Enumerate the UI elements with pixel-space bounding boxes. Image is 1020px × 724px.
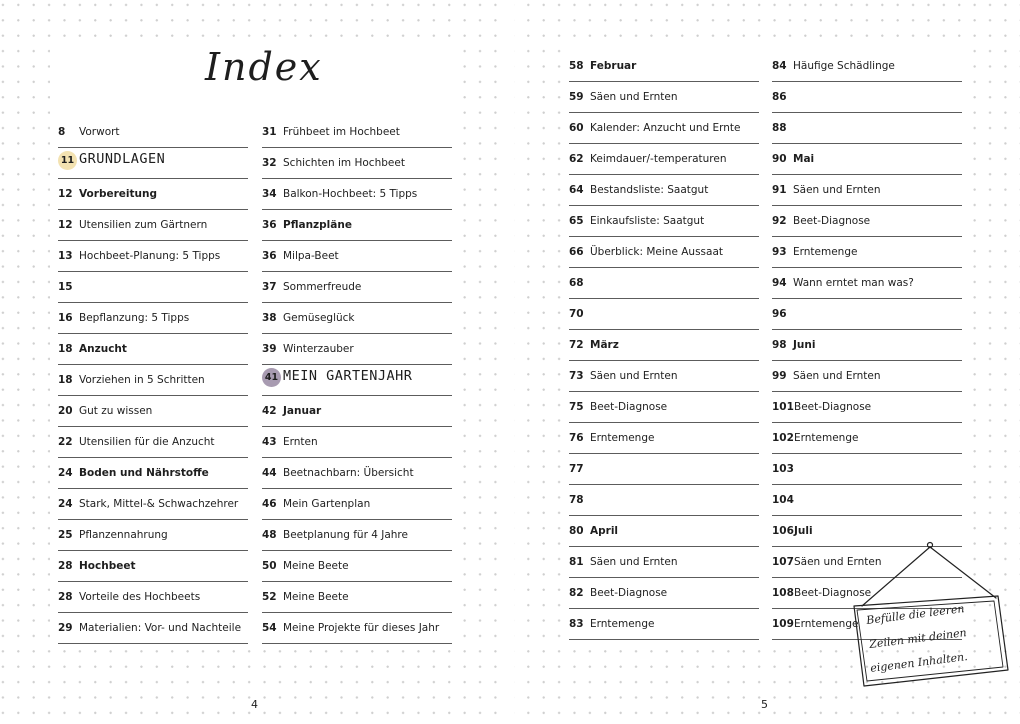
index-entry-text: Balkon-Hochbeet: 5 Tipps bbox=[283, 188, 418, 200]
index-entry bbox=[262, 550, 452, 582]
index-entry bbox=[58, 116, 248, 148]
index-entry-text: Meine Beete bbox=[283, 591, 349, 603]
index-entry bbox=[58, 333, 248, 365]
index-page-number: 73 bbox=[569, 370, 584, 382]
index-entry-text: Sommerfreude bbox=[283, 281, 362, 293]
index-page-number: 43 bbox=[262, 436, 277, 448]
index-entry-text: Beet-Diagnose bbox=[794, 401, 872, 413]
index-page-number: 84 bbox=[772, 60, 787, 72]
index-entry bbox=[772, 484, 962, 516]
index-entry bbox=[58, 147, 248, 179]
index-entry-text: Juli bbox=[794, 525, 813, 537]
index-entry bbox=[58, 426, 248, 458]
index-page-number: 44 bbox=[262, 467, 277, 479]
index-entry bbox=[58, 488, 248, 520]
index-entry-text: Überblick: Meine Aussaat bbox=[590, 246, 724, 258]
index-page-number: 75 bbox=[569, 401, 584, 413]
index-entry bbox=[569, 391, 759, 423]
index-entry bbox=[569, 298, 759, 330]
index-entry-text: Erntemenge bbox=[794, 618, 859, 630]
sign-text-line-3: eigenen Inhalten. bbox=[869, 650, 969, 675]
index-entry bbox=[58, 581, 248, 613]
index-page-number: 13 bbox=[58, 250, 73, 262]
index-entry bbox=[772, 391, 962, 423]
index-page-number: 36 bbox=[262, 219, 277, 231]
index-page-number: 60 bbox=[569, 122, 584, 134]
index-page-number: 42 bbox=[262, 405, 277, 417]
index-entry bbox=[569, 236, 759, 268]
index-page-number: 101 bbox=[772, 401, 794, 413]
index-page-number: 29 bbox=[58, 622, 73, 634]
index-page-number: 38 bbox=[262, 312, 277, 324]
index-page-number: 58 bbox=[569, 60, 584, 72]
index-entry-text: Beet-Diagnose bbox=[590, 587, 668, 599]
index-page-number: 83 bbox=[569, 618, 584, 630]
index-page-number: 50 bbox=[262, 560, 277, 572]
index-page-number: 86 bbox=[772, 91, 787, 103]
book-gutter bbox=[505, 0, 514, 724]
index-title: Index bbox=[205, 45, 323, 89]
index-entry bbox=[262, 581, 452, 613]
index-entry bbox=[772, 112, 962, 144]
index-entry-text: Pflanzpläne bbox=[283, 219, 352, 231]
index-page-number: 59 bbox=[569, 91, 584, 103]
sign-text-line-2: Zeilen mit deinen bbox=[868, 626, 968, 651]
index-page-number: 92 bbox=[772, 215, 787, 227]
index-page-number: 77 bbox=[569, 463, 584, 475]
index-entry-text: Meine Projekte für dieses Jahr bbox=[283, 622, 440, 634]
index-page-number: 82 bbox=[569, 587, 584, 599]
index-entry-text: Vorwort bbox=[79, 126, 120, 138]
index-entry bbox=[772, 453, 962, 485]
index-page-number: 68 bbox=[569, 277, 584, 289]
index-entry-text: Bestandsliste: Saatgut bbox=[590, 184, 709, 196]
index-page-number: 93 bbox=[772, 246, 787, 258]
index-entry bbox=[569, 453, 759, 485]
index-page-number: 103 bbox=[772, 463, 794, 475]
index-entry-text: Vorziehen in 5 Schritten bbox=[79, 374, 205, 386]
index-entry bbox=[569, 422, 759, 454]
index-entry-text: Pflanzennahrung bbox=[79, 529, 168, 541]
index-page-number: 12 bbox=[58, 188, 73, 200]
index-entry bbox=[772, 422, 962, 454]
index-entry-text: Frühbeet im Hochbeet bbox=[283, 126, 400, 138]
index-section-heading: MEIN GARTENJAHR bbox=[283, 368, 413, 384]
index-entry bbox=[569, 484, 759, 516]
index-entry bbox=[58, 395, 248, 427]
index-page-number: 54 bbox=[262, 622, 277, 634]
index-entry bbox=[569, 174, 759, 206]
index-entry-text: März bbox=[590, 339, 619, 351]
index-page-number: 52 bbox=[262, 591, 277, 603]
index-entry bbox=[772, 360, 962, 392]
index-entry bbox=[772, 81, 962, 113]
index-entry-text: Januar bbox=[283, 405, 322, 417]
index-entry-text: Utensilien zum Gärtnern bbox=[79, 219, 208, 231]
index-page-number: 36 bbox=[262, 250, 277, 262]
index-entry-text: Gut zu wissen bbox=[79, 405, 153, 417]
index-entry-text: Keimdauer/-temperaturen bbox=[590, 153, 727, 165]
index-page-number: 28 bbox=[58, 591, 73, 603]
index-entry bbox=[569, 360, 759, 392]
index-entry-text: Beet-Diagnose bbox=[590, 401, 668, 413]
index-entry-text: Juni bbox=[793, 339, 816, 351]
index-entry bbox=[58, 612, 248, 644]
index-entry bbox=[569, 608, 759, 640]
index-page-number: 41 bbox=[262, 368, 281, 387]
index-page-number: 91 bbox=[772, 184, 787, 196]
index-page-number: 24 bbox=[58, 467, 73, 479]
index-entry-text: Kalender: Anzucht und Ernte bbox=[590, 122, 741, 134]
index-entry-text: Hochbeet bbox=[79, 560, 136, 572]
index-page-number: 22 bbox=[58, 436, 73, 448]
index-entry bbox=[58, 550, 248, 582]
index-entry bbox=[569, 112, 759, 144]
index-page-number: 15 bbox=[58, 281, 73, 293]
index-page-number: 34 bbox=[262, 188, 277, 200]
index-section-heading: GRUNDLAGEN bbox=[79, 151, 166, 167]
index-page-number: 88 bbox=[772, 122, 787, 134]
index-entry-text: Säen und Ernten bbox=[793, 370, 881, 382]
index-entry bbox=[262, 116, 452, 148]
index-page-number: 12 bbox=[58, 219, 73, 231]
index-page-number: 48 bbox=[262, 529, 277, 541]
index-entry bbox=[569, 546, 759, 578]
index-entry-text: Bepflanzung: 5 Tipps bbox=[79, 312, 190, 324]
index-entry bbox=[262, 302, 452, 334]
index-entry bbox=[772, 205, 962, 237]
index-page-number: 64 bbox=[569, 184, 584, 196]
index-entry-text: Vorteile des Hochbeets bbox=[79, 591, 201, 603]
index-entry-text: Boden und Nährstoffe bbox=[79, 467, 209, 479]
index-page-number: 46 bbox=[262, 498, 277, 510]
index-entry-text: Februar bbox=[590, 60, 637, 72]
index-entry bbox=[58, 178, 248, 210]
index-entry-text: Beet-Diagnose bbox=[793, 215, 871, 227]
index-entry-text: Milpa-Beet bbox=[283, 250, 339, 262]
index-entry bbox=[262, 271, 452, 303]
index-page-number: 99 bbox=[772, 370, 787, 382]
index-entry bbox=[569, 50, 759, 82]
index-entry bbox=[58, 364, 248, 396]
index-page-number: 94 bbox=[772, 277, 787, 289]
index-entry bbox=[569, 205, 759, 237]
index-page-number: 8 bbox=[58, 126, 66, 138]
index-entry bbox=[569, 515, 759, 547]
index-entry-text: Hochbeet-Planung: 5 Tipps bbox=[79, 250, 221, 262]
index-entry-text: Meine Beete bbox=[283, 560, 349, 572]
index-entry-text: Einkaufsliste: Saatgut bbox=[590, 215, 705, 227]
page-number-right: 5 bbox=[761, 698, 768, 711]
index-page-number: 107 bbox=[772, 556, 794, 568]
index-entry bbox=[772, 50, 962, 82]
index-entry bbox=[772, 329, 962, 361]
index-entry-text: Beetplanung für 4 Jahre bbox=[283, 529, 408, 541]
index-entry-text: Winterzauber bbox=[283, 343, 354, 355]
index-entry bbox=[262, 426, 452, 458]
index-entry bbox=[262, 612, 452, 644]
index-entry-text: Ernten bbox=[283, 436, 318, 448]
index-entry bbox=[58, 271, 248, 303]
index-entry-text: Wann erntet man was? bbox=[793, 277, 914, 289]
index-entry bbox=[58, 240, 248, 272]
index-page-number: 31 bbox=[262, 126, 277, 138]
page-number-left: 4 bbox=[251, 698, 258, 711]
index-entry-text: Mein Gartenplan bbox=[283, 498, 371, 510]
index-page-number: 24 bbox=[58, 498, 73, 510]
index-page-number: 39 bbox=[262, 343, 277, 355]
index-entry-text: Stark, Mittel-& Schwachzehrer bbox=[79, 498, 239, 510]
index-page-number: 108 bbox=[772, 587, 794, 599]
index-page-number: 98 bbox=[772, 339, 787, 351]
index-entry bbox=[262, 333, 452, 365]
index-entry-text: Säen und Ernten bbox=[590, 556, 678, 568]
index-entry-text: Materialien: Vor- und Nachteile bbox=[79, 622, 242, 634]
index-page-number: 78 bbox=[569, 494, 584, 506]
index-entry bbox=[262, 488, 452, 520]
index-page-number: 90 bbox=[772, 153, 787, 165]
index-page-number: 106 bbox=[772, 525, 794, 537]
index-page-number: 109 bbox=[772, 618, 794, 630]
index-entry bbox=[58, 457, 248, 489]
index-entry-text: Erntemenge bbox=[590, 618, 655, 630]
index-entry bbox=[772, 143, 962, 175]
index-page-number: 28 bbox=[58, 560, 73, 572]
index-entry bbox=[569, 267, 759, 299]
index-page-number: 80 bbox=[569, 525, 584, 537]
index-entry bbox=[262, 519, 452, 551]
index-page-number: 18 bbox=[58, 374, 73, 386]
index-entry bbox=[262, 178, 452, 210]
index-entry-text: Beet-Diagnose bbox=[794, 587, 872, 599]
index-entry-text: Anzucht bbox=[79, 343, 127, 355]
index-entry bbox=[262, 457, 452, 489]
index-entry bbox=[262, 240, 452, 272]
index-entry-text: Mai bbox=[793, 153, 815, 165]
index-entry bbox=[569, 81, 759, 113]
index-entry-text: Häufige Schädlinge bbox=[793, 60, 895, 72]
index-entry bbox=[569, 143, 759, 175]
index-entry-text: April bbox=[590, 525, 619, 537]
index-entry bbox=[262, 364, 452, 396]
index-page-number: 104 bbox=[772, 494, 794, 506]
index-page-number: 76 bbox=[569, 432, 584, 444]
index-entry-text: Erntemenge bbox=[590, 432, 655, 444]
index-entry bbox=[58, 302, 248, 334]
index-page-number: 81 bbox=[569, 556, 584, 568]
index-page-number: 25 bbox=[58, 529, 73, 541]
index-page-number: 37 bbox=[262, 281, 277, 293]
index-entry-text: Erntemenge bbox=[793, 246, 858, 258]
index-page-number: 72 bbox=[569, 339, 584, 351]
index-entry-text: Beetnachbarn: Übersicht bbox=[283, 467, 414, 479]
index-entry bbox=[58, 209, 248, 241]
index-page-number: 62 bbox=[569, 153, 584, 165]
index-page-number: 18 bbox=[58, 343, 73, 355]
index-entry bbox=[262, 395, 452, 427]
index-page-number: 65 bbox=[569, 215, 584, 227]
index-entry-text: Utensilien für die Anzucht bbox=[79, 436, 215, 448]
index-entry bbox=[772, 267, 962, 299]
index-entry bbox=[262, 209, 452, 241]
index-page-number: 20 bbox=[58, 405, 73, 417]
index-page-number: 102 bbox=[772, 432, 794, 444]
index-entry-text: Säen und Ernten bbox=[590, 91, 678, 103]
index-page-number: 11 bbox=[58, 151, 77, 170]
index-entry bbox=[569, 577, 759, 609]
index-page-number: 66 bbox=[569, 246, 584, 258]
index-entry bbox=[772, 236, 962, 268]
index-page-number: 32 bbox=[262, 157, 277, 169]
index-entry-text: Säen und Ernten bbox=[793, 184, 881, 196]
sign-text-line-1: Befülle die leeren bbox=[865, 602, 966, 627]
index-entry bbox=[772, 298, 962, 330]
index-entry bbox=[772, 174, 962, 206]
index-page-number: 70 bbox=[569, 308, 584, 320]
index-entry-text: Gemüseglück bbox=[283, 312, 355, 324]
index-entry-text: Schichten im Hochbeet bbox=[283, 157, 405, 169]
index-entry-text: Säen und Ernten bbox=[590, 370, 678, 382]
index-entry bbox=[58, 519, 248, 551]
index-entry-text: Säen und Ernten bbox=[794, 556, 882, 568]
index-entry bbox=[569, 329, 759, 361]
index-entry-text: Erntemenge bbox=[794, 432, 859, 444]
index-entry bbox=[262, 147, 452, 179]
index-page-number: 16 bbox=[58, 312, 73, 324]
index-page-number: 96 bbox=[772, 308, 787, 320]
index-entry-text: Vorbereitung bbox=[79, 188, 157, 200]
